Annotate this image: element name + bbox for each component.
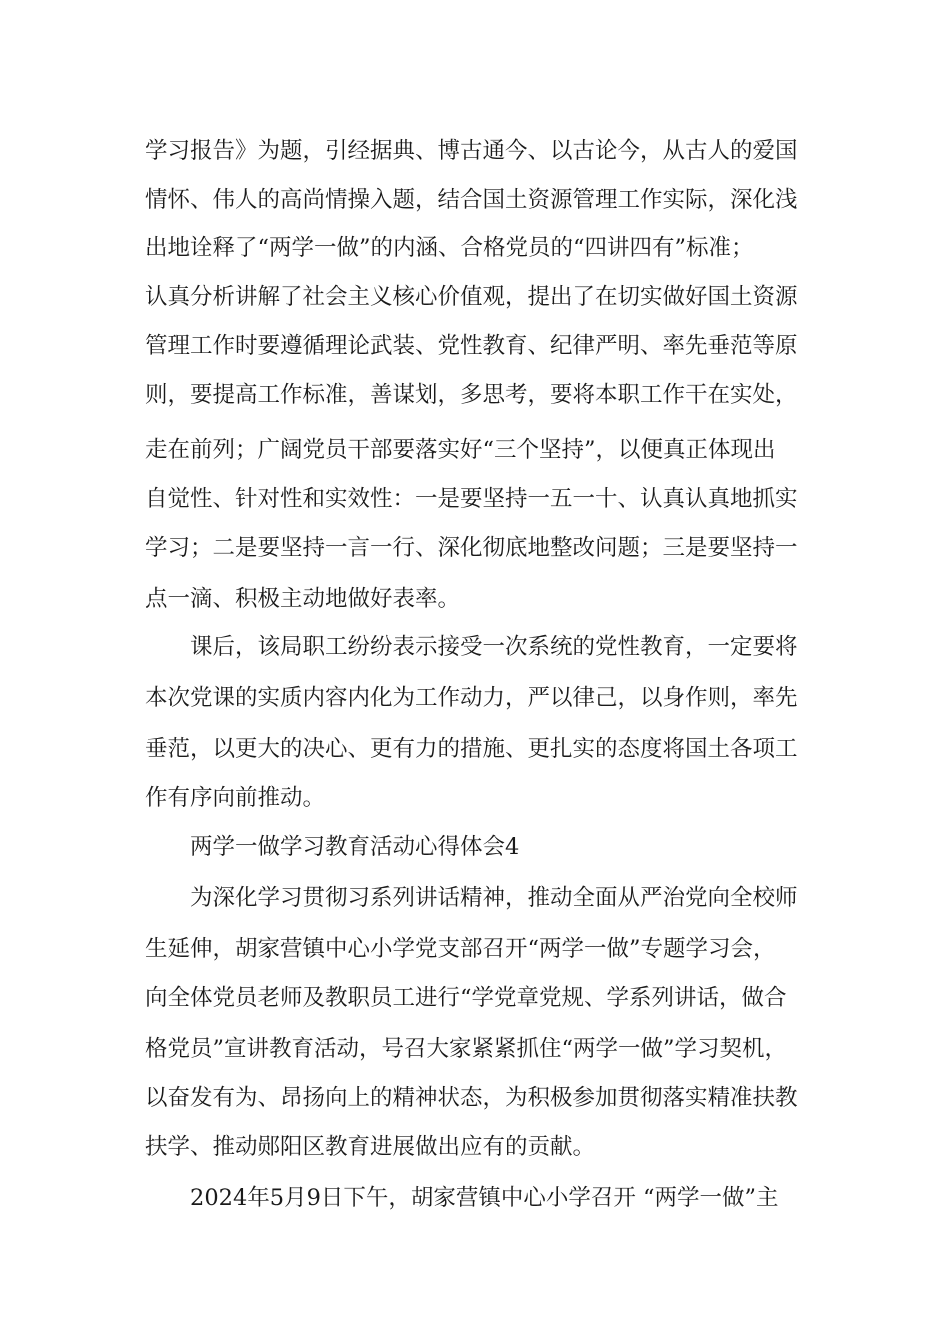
text-line: 出地诠释了“两学一做”的内涵、合格党员的“四讲四有”标准； [145, 235, 754, 261]
text-line: 点一滴、积极主动地做好表率。 [145, 586, 461, 612]
text-line: 生延伸，胡家营镇中心小学党支部召开“两学一做”专题学习会， [145, 936, 776, 962]
text-line: 走在前列；广阔党员干部要落实好“三个坚持”，以便真正体现出 [145, 437, 776, 463]
text-line: 作有序向前推动。 [145, 785, 326, 811]
text-line: 本次党课的实质内容内化为工作动力，严以律己，以身作则，率先 [145, 685, 798, 711]
text-line: 管理工作时要遵循理论武装、党性教育、纪律严明、率先垂范等原 [145, 333, 798, 359]
text-line: 认真分析讲解了社会主义核心价值观，提出了在切实做好国土资源 [145, 284, 798, 310]
paragraph-first-line: 2024年5月9日下午，胡家营镇中心小学召开 “两学一做”主 [190, 1185, 779, 1211]
text-line: 扶学、推动郧阳区教育进展做出应有的贡献。 [145, 1134, 596, 1160]
text-line: 格党员”宣讲教育活动，号召大家紧紧抓住“两学一做”学习契机， [145, 1036, 788, 1062]
text-line: 学习；二是要坚持一言一行、深化彻底地整改问题；三是要坚持一 [145, 535, 798, 561]
paragraph-first-line: 为深化学习贯彻习系列讲话精神，推动全面从严治党向全校师 [190, 885, 798, 911]
text-line: 以奋发有为、昂扬向上的精神状态，为积极参加贯彻落实精准扶教 [145, 1085, 798, 1111]
text-line: 自觉性、针对性和实效性：一是要坚持一五一十、认真认真地抓实 [145, 486, 798, 512]
text-line: 学习报告》为题，引经据典、博古通今、以古论今，从古人的爱国 [145, 138, 798, 164]
text-line: 向全体党员老师及教职员工进行“学党章党规、学系列讲话，做合 [145, 985, 787, 1011]
text-line: 情怀、伟人的高尚情操入题，结合国土资源管理工作实际，深化浅 [145, 187, 798, 213]
text-line: 则，要提高工作标准，善谋划，多思考，要将本职工作干在实处， [145, 382, 798, 408]
paragraph-first-line: 课后，该局职工纷纷表示接受一次系统的党性教育，一定要将 [190, 634, 798, 660]
text-line: 垂范，以更大的决心、更有力的措施、更扎实的态度将国土各项工 [145, 736, 798, 762]
section-heading: 两学一做学习教育活动心得体会4 [190, 834, 520, 860]
